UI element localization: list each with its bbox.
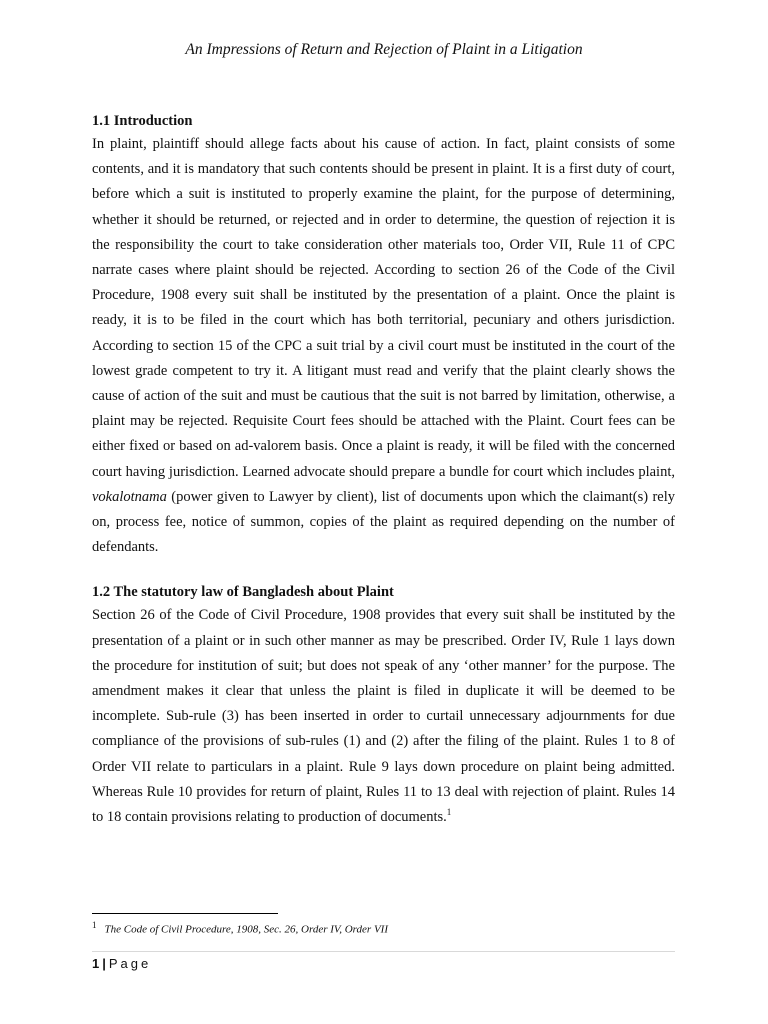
- paragraph-text: In plaint, plaintiff should allege facts about his cause of action. In fact, plaint consists of some contents, and it is mandatory that such contents should be present in plaint. It is a first duty of court, before which a suit is instituted to properly examine the plaint, for the purpose of determining, whether it should be returned, or rejected and in order to determine, the question of rejection it is the responsibility the court to take consideration other materials too, Order VII, Rule 11 of CPC narrate cases where plaint should be rejected. According to section 26 of the Code of the Civil Procedure, 1908 every suit shall be instituted by the presentation of a plaint. Once the plaint is ready, it is to be filed in the court which has both territorial, pecuniary and others jurisdiction. According to section 15 of the CPC a suit trial by a civil court must be instituted in the court of the lowest grade competent to try it. A litigant must read and verify that the plaint clearly shows the cause of action of the suit and must be cautious that the suit is not barred by limitation, otherwise, a plaint may be rejected. Requisite Court fees should be attached with the Plaint. Court fees can be either fixed or based on ad-valorem basis. Once a plaint is ready, it will be filed with the concerned court having jurisdiction. Learned advocate should prepare a bundle for court which includes plaint,: [92, 136, 675, 480]
- paragraph-text: Section 26 of the Code of Civil Procedure, 1908 provides that every suit shall be instituted by the presentation of a plaint or in such other manner as may be prescribed. Order IV, Rule 1 lays down the procedure for institution of suit; but does not speak of any ‘other manner’ for the purpose. The amendment makes it clear that unless the plaint is filed in duplicate it will be deemed to be incomplete. Sub-rule (3) has been inserted in order to curtail unnecessary adjournments for due compliance of the provisions of sub-rules (1) and (2) after the filing of the plaint. Rules 1 to 8 of Order VII relate to particulars in a plaint. Rule 9 lays down procedure on plaint being admitted. Whereas Rule 10 provides for return of plaint, Rules 11 to 13 deal with rejection of plaint. Rules 14 to 18 contain provisions relating to production of documents.: [92, 607, 675, 826]
- italic-term: vokalotnama: [92, 488, 167, 505]
- section-statutory-law: [92, 584, 675, 830]
- footer-separator: |: [102, 956, 106, 971]
- paragraph-text: (power given to Lawyer by client), list of documents upon which the claimant(s) rely on, process fee, notice of summon, copies of the plaint as required depending on the number of defendants.: [92, 488, 675, 556]
- footnote-divider: [92, 913, 278, 914]
- running-header: An Impressions of Return and Rejection of Plaint in a Litigation: [185, 41, 583, 58]
- section-heading: 1.1 Introduction: [92, 113, 193, 129]
- section-heading: 1.2 The statutory law of Bangladesh about Plaint: [92, 584, 394, 601]
- paragraph: [92, 132, 675, 560]
- footnote-text: The Code of Civil Procedure, 1908, Sec. 26, Order IV, Order VII: [104, 923, 389, 936]
- document-body: [92, 113, 675, 830]
- footnote-mark: 1: [92, 920, 97, 930]
- paragraph: [92, 603, 675, 830]
- footnote: [92, 920, 675, 936]
- footer-divider: [92, 951, 675, 952]
- page-number: 1: [92, 956, 100, 971]
- section-introduction: [92, 113, 675, 560]
- page-label: Page: [108, 956, 152, 971]
- footnote-reference[interactable]: 1: [446, 807, 452, 818]
- page-footer: [92, 956, 151, 971]
